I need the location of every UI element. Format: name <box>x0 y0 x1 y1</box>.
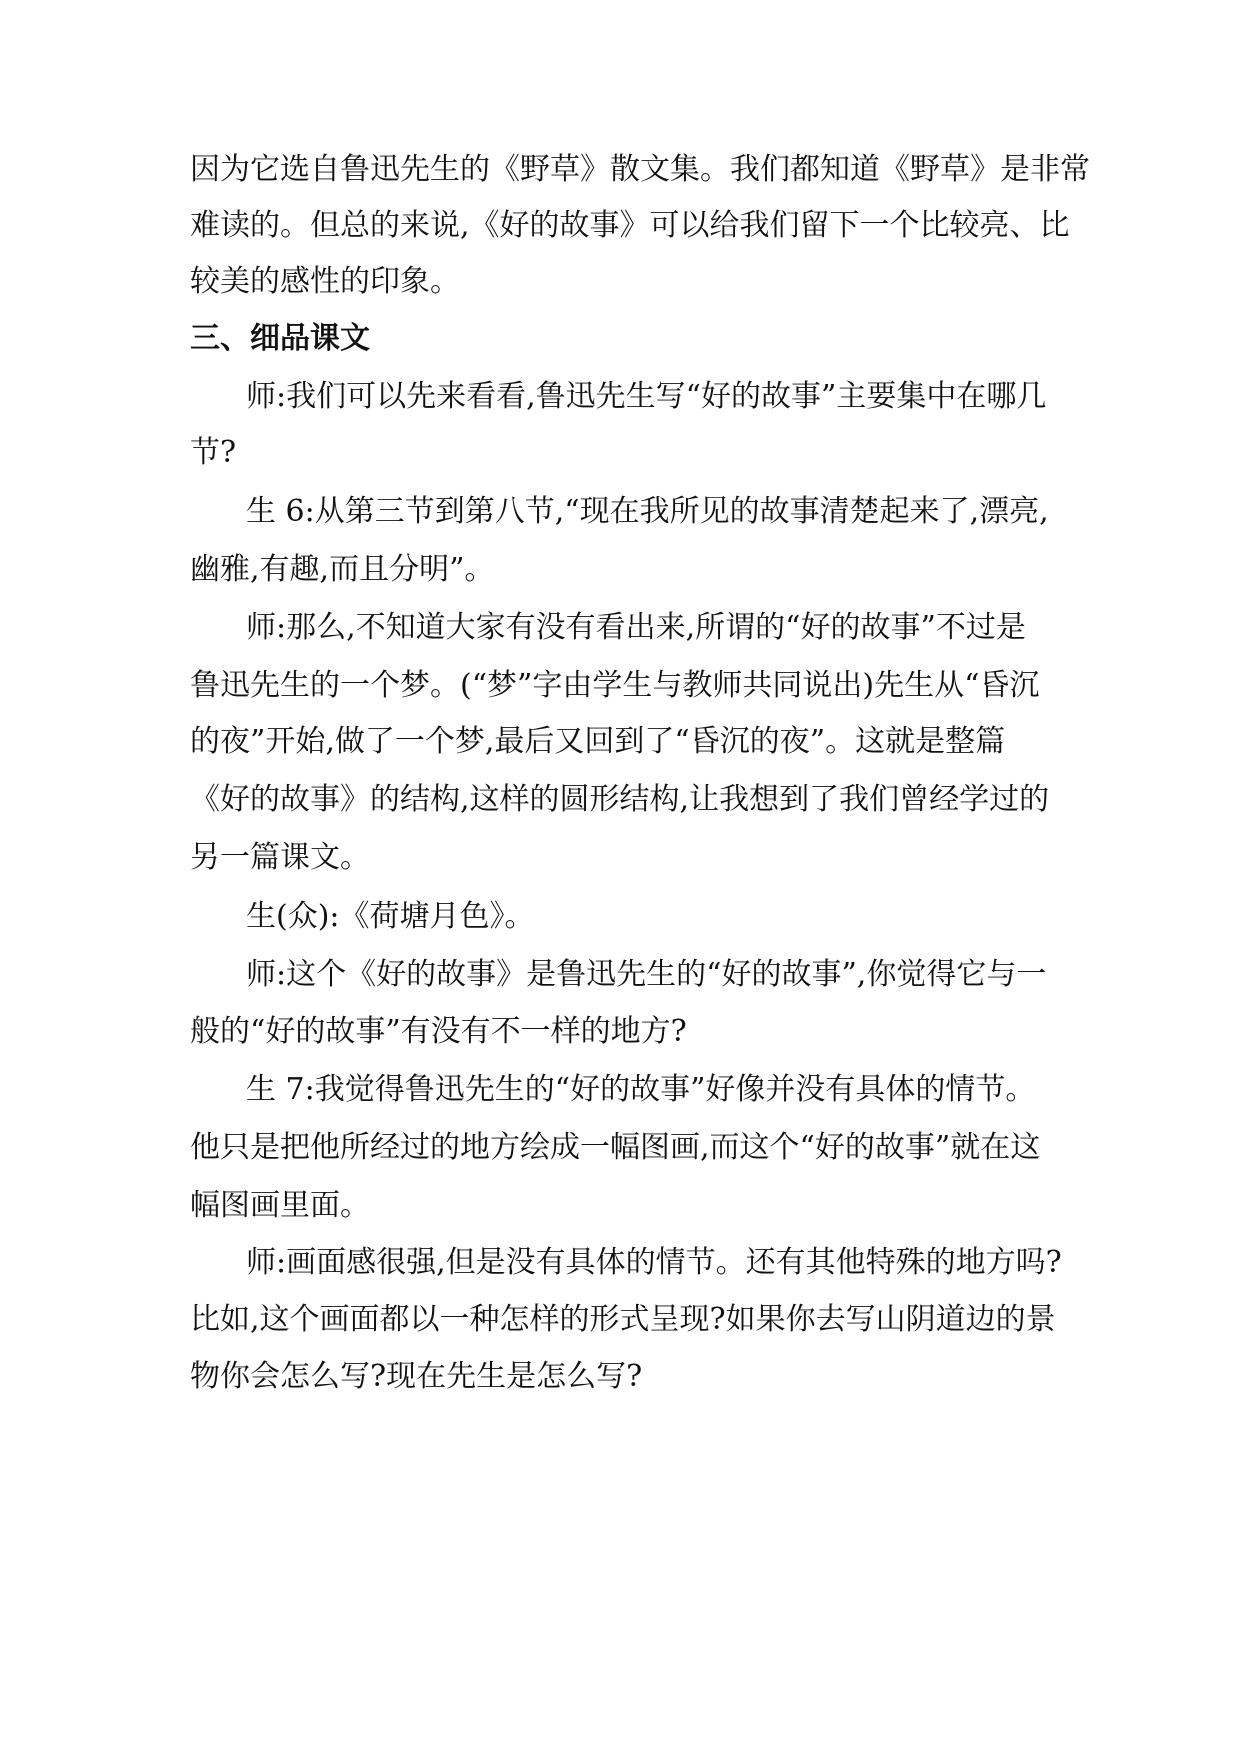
paragraph-line: 幽雅,有趣,而且分明”。 <box>190 552 495 587</box>
paragraph-line: 幅图画里面。 <box>190 1188 370 1223</box>
paragraph-line: 他只是把他所经过的地方绘成一幅图画,而这个“好的故事”就在这 <box>190 1130 1041 1165</box>
paragraph-line: 师:这个《好的故事》是鲁迅先生的“好的故事”,你觉得它与一 <box>246 957 1047 992</box>
paragraph-line: 生(众):《荷塘月色》。 <box>246 899 535 934</box>
section-heading: 三、细品课文 <box>190 321 370 356</box>
paragraph-line: 生 6:从第三节到第八节,“现在我所见的故事清楚起来了,漂亮, <box>246 494 1049 529</box>
paragraph-line: 《好的故事》的结构,这样的圆形结构,让我想到了我们曾经学过的 <box>190 782 1050 817</box>
paragraph-line: 难读的。但总的来说,《好的故事》可以给我们留下一个比较亮、比 <box>190 208 1070 243</box>
paragraph-line: 比如,这个画面都以一种怎样的形式呈现?如果你去写山阴道边的景 <box>190 1302 1056 1337</box>
paragraph-line: 因为它选自鲁迅先生的《野草》散文集。我们都知道《野草》是非常 <box>190 152 1090 187</box>
paragraph-line: 生 7:我觉得鲁迅先生的“好的故事”好像并没有具体的情节。 <box>246 1072 1036 1107</box>
paragraph-line: 的夜”开始,做了一个梦,最后又回到了“昏沉的夜”。这就是整篇 <box>190 724 1006 759</box>
paragraph-line: 物你会怎么写?现在先生是怎么写? <box>190 1359 643 1394</box>
paragraph-line: 鲁迅先生的一个梦。(“梦”字由学生与教师共同说出)先生从“昏沉 <box>190 668 1040 703</box>
paragraph-line: 般的“好的故事”有没有不一样的地方? <box>190 1014 687 1049</box>
paragraph-line: 较美的感性的印象。 <box>190 264 460 299</box>
paragraph-line: 师:画面感很强,但是没有具体的情节。还有其他特殊的地方吗? <box>246 1245 1062 1280</box>
paragraph-line: 另一篇课文。 <box>190 840 370 875</box>
paragraph-line: 节? <box>190 435 237 470</box>
paragraph-line: 师:那么,不知道大家有没有看出来,所谓的“好的故事”不过是 <box>246 610 1026 645</box>
paragraph-line: 师:我们可以先来看看,鲁迅先生写“好的故事”主要集中在哪几 <box>246 379 1047 414</box>
